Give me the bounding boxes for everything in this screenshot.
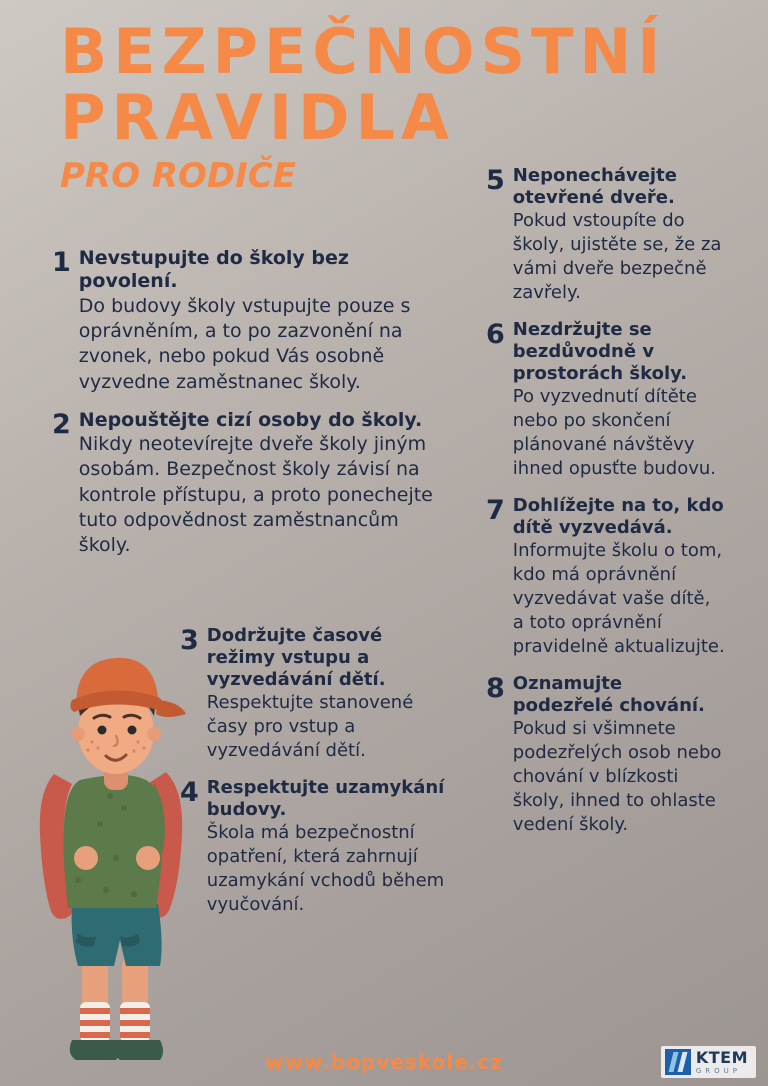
rule-number: 5 xyxy=(486,165,505,196)
footer xyxy=(0,1042,768,1086)
rule-body xyxy=(79,409,452,559)
rule-body xyxy=(513,319,726,481)
rule-lead: Neponechávejte otevřené dveře. xyxy=(512,165,677,209)
schoolboy-illustration xyxy=(20,604,210,1074)
logo-text xyxy=(695,1047,748,1075)
rule-number: 7 xyxy=(486,495,505,527)
rule-item xyxy=(52,247,452,395)
page-title-line2: PRAVIDLA xyxy=(60,80,455,154)
rule-lead: Oznamujte podezřelé chování. xyxy=(512,673,705,717)
rule-lead: Nepouštějte cizí osoby do školy. xyxy=(78,408,423,431)
rule-item xyxy=(180,777,452,917)
rule-body xyxy=(207,777,452,917)
rule-number: 6 xyxy=(486,319,505,350)
rule-body xyxy=(513,673,726,837)
rule-description: Informujte školu o tom, kdo má oprávnění vyzvedávat vaše dítě, a toto oprávnění pravidelně aktualizujte. xyxy=(512,540,725,658)
rule-lead: Dohlížejte na to, kdo dítě vyzvedává. xyxy=(512,495,724,539)
rule-lead: Nevstupujte do školy bez povolení. xyxy=(78,247,349,293)
page-title-line1: BEZPEČNOSTNÍ xyxy=(60,15,667,88)
logo-mark-icon xyxy=(665,1049,691,1075)
rule-item xyxy=(486,673,726,837)
rule-body xyxy=(207,625,452,763)
rule-body xyxy=(79,247,452,395)
rule-item xyxy=(180,625,452,763)
website-link[interactable]: www.bopveskole.cz xyxy=(265,1050,503,1074)
rule-description: Po vyzvednutí dítěte nebo po skončení plánované návštěvy ihned opusťte budovu. xyxy=(512,386,717,480)
rule-body xyxy=(513,165,726,305)
ktem-logo xyxy=(661,1046,756,1078)
rules-column-left-indented xyxy=(180,625,452,931)
logo-name: KTEM xyxy=(695,1047,748,1067)
rule-description: Škola má bezpečnostní opatření, která zahrnují uzamykání vchodů během vyučování. xyxy=(206,822,445,916)
rule-number: 3 xyxy=(180,625,199,656)
rule-body xyxy=(513,495,726,659)
rule-lead: Dodržujte časové režimy vstupu a vyzvedávání dětí. xyxy=(206,625,386,691)
rule-number: 4 xyxy=(180,777,199,809)
rule-number: 2 xyxy=(52,408,71,440)
rule-description: Pokud vstoupíte do školy, ujistěte se, že za vámi dveře bezpečně zavřely. xyxy=(512,210,722,304)
rule-description: Pokud si všimnete podezřelých osob nebo chování v blízkosti školy, ihned to ohlaste vedení školy. xyxy=(512,718,722,836)
rule-lead: Respektujte uzamykání budovy. xyxy=(206,777,445,821)
rule-number: 1 xyxy=(52,247,71,278)
rule-item xyxy=(486,165,726,305)
rule-item xyxy=(486,495,726,659)
rules-column-left xyxy=(52,247,452,572)
rule-item xyxy=(486,319,726,481)
rule-description: Do budovy školy vstupujte pouze s oprávněním, a to po zazvonění na zvonek, nebo pokud Vás osobně vyzvedne zaměstnanec školy. xyxy=(78,294,411,393)
logo-subtitle: GROUP xyxy=(695,1066,741,1075)
rule-description: Respektujte stanovené časy pro vstup a vyzvedávání dětí. xyxy=(206,692,414,762)
rule-number: 8 xyxy=(486,673,505,705)
rule-lead: Nezdržujte se bezdůvodně v prostorách školy. xyxy=(512,319,688,385)
rule-description: Nikdy neotevírejte dveře školy jiným osobám. Bezpečnost školy závisí na kontrole přístupu, a proto ponechejte tuto odpovědnost zaměstnancům školy. xyxy=(78,433,433,557)
rule-item xyxy=(52,409,452,559)
rules-column-right xyxy=(486,165,726,851)
page-subtitle: PRO RODIČE xyxy=(60,155,296,196)
